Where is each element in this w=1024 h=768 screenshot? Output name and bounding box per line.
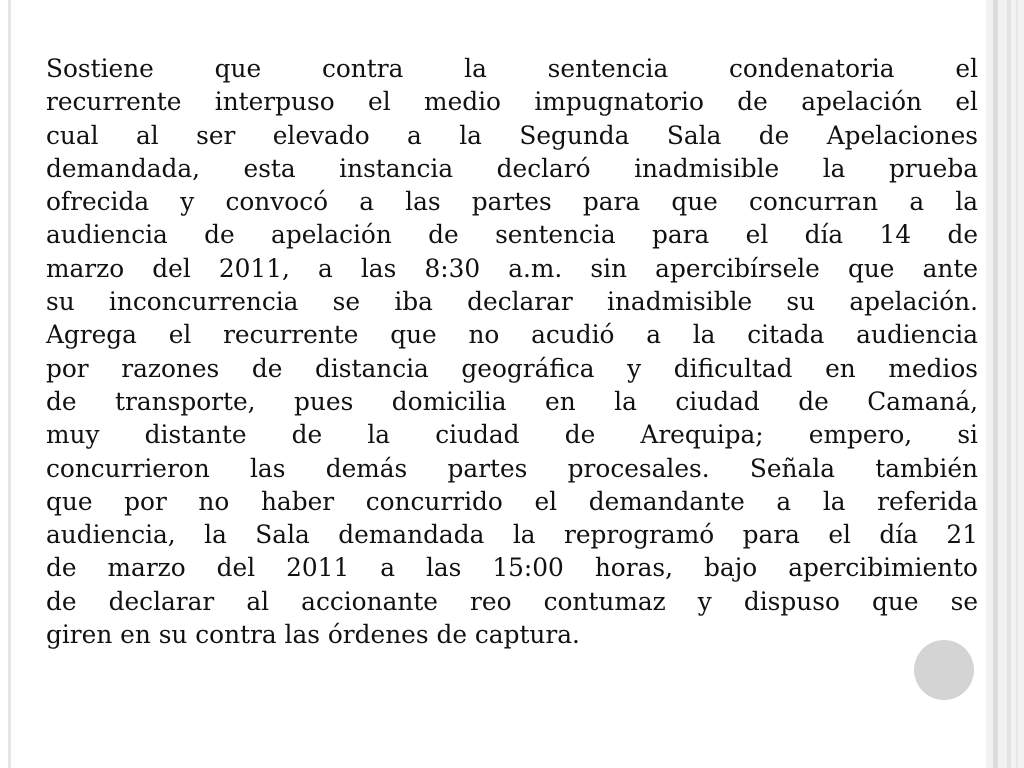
paragraph-line: ofrecida y convocó a las partes para que concurran a la <box>46 187 978 217</box>
paragraph-line: muy distante de la ciudad de Arequipa; empero, si <box>46 420 978 450</box>
paragraph-line: de transporte, pues domicilia en la ciudad de Camaná, <box>46 386 978 416</box>
paragraph-line: Agrega el recurrente que no acudió a la citada audiencia <box>46 320 978 350</box>
paragraph-line: Sostiene que contra la sentencia condenatoria el <box>46 54 978 83</box>
paragraph-line: concurrieron las demás partes procesales. Señala también <box>46 453 978 483</box>
paragraph-line: cual al ser elevado a la Segunda Sala de Apelaciones <box>46 120 978 150</box>
paragraph-line: demandada, esta instancia declaró inadmisible la prueba <box>46 153 978 183</box>
paragraph-line: su inconcurrencia se iba declarar inadmisible su apelación. <box>46 287 978 317</box>
left-frame-border <box>8 0 11 768</box>
right-frame-line <box>1007 0 1011 768</box>
paragraph-line: que por no haber concurrido el demandante a la referida <box>46 486 978 516</box>
paragraph-line: recurrente interpuso el medio impugnatorio de apelación el <box>46 87 978 117</box>
paragraph-line: giren en su contra las órdenes de captura. <box>46 620 580 650</box>
paragraph-line: por razones de distancia geográfica y dificultad en medios <box>46 353 978 383</box>
right-frame-line <box>1016 0 1018 768</box>
paragraph-line: de marzo del 2011 a las 15:00 horas, bajo apercibimiento <box>46 553 978 583</box>
right-frame-band <box>986 0 1024 768</box>
body-paragraph <box>46 52 978 651</box>
paragraph-line: marzo del 2011, a las 8:30 a.m. sin apercibírsele que ante <box>46 253 978 283</box>
paragraph-line: de declarar al accionante reo contumaz y dispuso que se <box>46 586 978 616</box>
right-frame-line <box>993 0 998 768</box>
paragraph-line: audiencia, la Sala demandada la reprogramó para el día 21 <box>46 520 978 550</box>
paragraph-line: audiencia de apelación de sentencia para el día 14 de <box>46 220 978 250</box>
decorative-circle <box>914 640 974 700</box>
